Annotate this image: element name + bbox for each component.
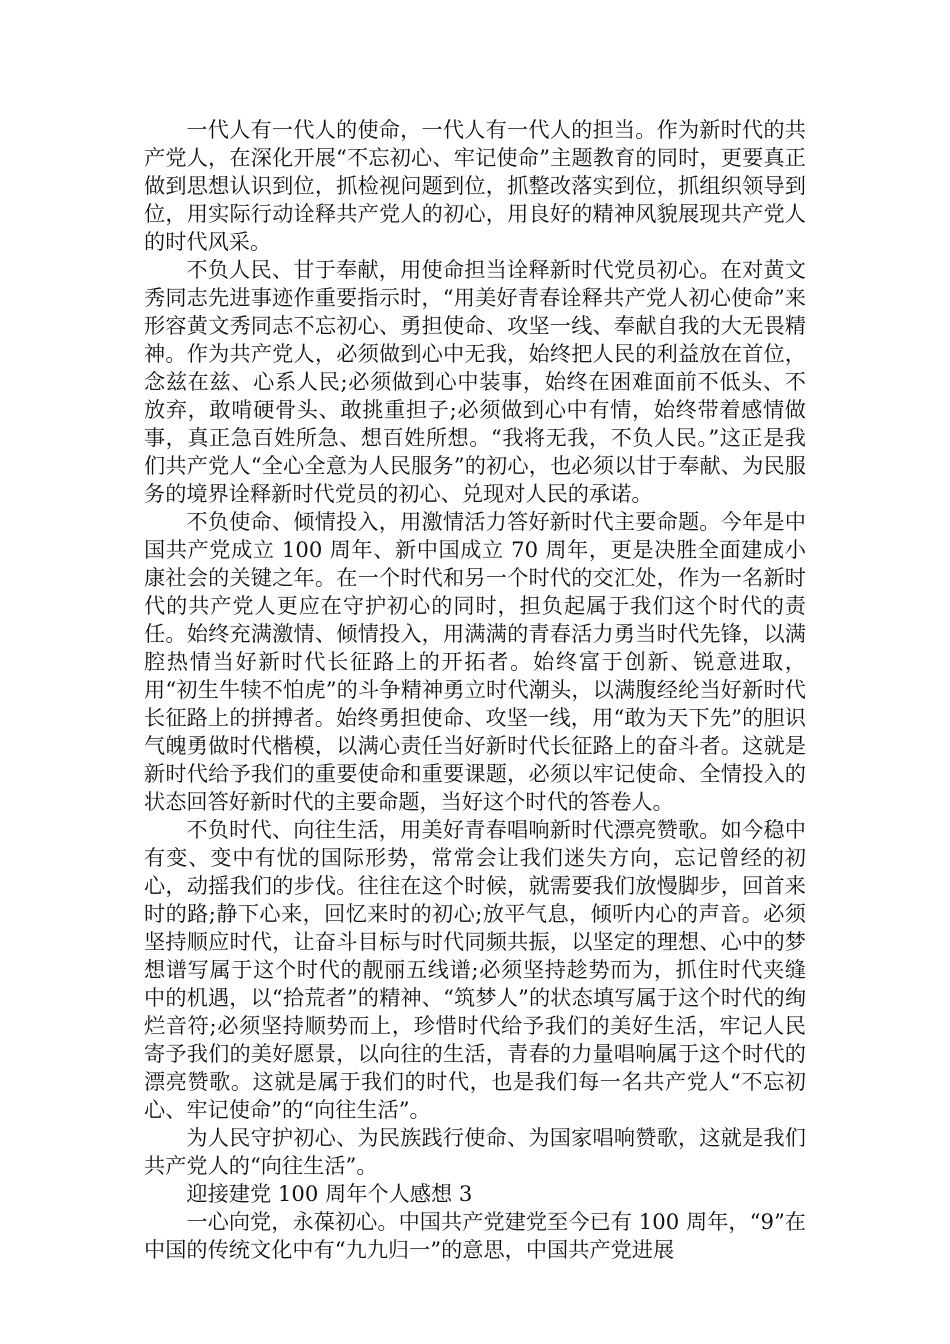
paragraph-intro: 一代人有一代人的使命，一代人有一代人的担当。作为新时代的共产党人，在深化开展“不忘初心、牢记使命”主题教育的同时，更要真正做到思想认识到位，抓检视问题到位，抓整改落实到位，抓组织领导到位，用实际行动诠释共产党人的初心，用良好的精神风貌展现共产党人的时代风采。 bbox=[144, 117, 806, 254]
document-page bbox=[144, 116, 806, 1264]
paragraph-mission: 不负使命、倾情投入，用激情活力答好新时代主要命题。今年是中国共产党成立 100 周年、新中国成立 70 周年，更是决胜全面建成小康社会的关键之年。在一个时代和另一个时代的交汇处，作为一名新时代的共产党人更应在守护初心的同时，担负起属于我们这个时代的责任。始终充满激情、倾情投入，用满满的青春活力勇当时代先锋，以满腔热情当好新时代长征路上的开拓者。始终富于创新、锐意进取，用“初生牛犊不怕虎”的斗争精神勇立时代潮头，以满腹经纶当好新时代长征路上的拼搏者。始终勇担使命、攻坚一线，用“敢为天下先”的胆识气魄勇做时代楷模，以满心责任当好新时代长征路上的奋斗者。这就是新时代给予我们的重要使命和重要课题，必须以牢记使命、全情投入的状态回答好新时代的主要命题，当好这个时代的答卷人。 bbox=[144, 509, 806, 814]
paragraph-closing: 一心向党，永葆初心。中国共产党建党至今已有 100 周年，“9”在中国的传统文化中有“九九归一”的意思，中国共产党进展 bbox=[144, 1209, 806, 1262]
paragraph-people: 不负人民、甘于奉献，用使命担当诠释新时代党员初心。在对黄文秀同志先进事迹作重要指示时，“用美好青春诠释共产党人初心使命”来形容黄文秀同志不忘初心、勇担使命、攻坚一线、奉献自我的大无畏精神。作为共产党人，必须做到心中无我，始终把人民的利益放在首位，念兹在兹、心系人民;必须做到心中装事，始终在困难面前不低头、不放弃，敢啃硬骨头、敢挑重担子;必须做到心中有情，始终带着感情做事，真正急百姓所急、想百姓所想。“我将无我，不负人民。”这正是我们共产党人“全心全意为人民服务”的初心，也必须以甘于奉献、为民服务的境界诠释新时代党员的初心、兑现对人民的承诺。 bbox=[144, 257, 806, 506]
section-heading: 迎接建党 100 周年个人感想 3 bbox=[186, 1181, 473, 1206]
paragraph-summary: 为人民守护初心、为民族践行使命、为国家唱响赞歌，这就是我们共产党人的“向往生活”。 bbox=[144, 1125, 806, 1178]
paragraph-era: 不负时代、向往生活，用美好青春唱响新时代漂亮赞歌。如今稳中有变、变中有忧的国际形势，常常会让我们迷失方向，忘记曾经的初心，动摇我们的步伐。往往在这个时候，就需要我们放慢脚步，回首来时的路;静下心来，回忆来时的初心;放平气息，倾听内心的声音。必须坚持顺应时代，让奋斗目标与时代同频共振，以坚定的理想、心中的梦想谱写属于这个时代的靓丽五线谱;必须坚持趁势而为，抓住时代夹缝中的机遇，以“拾荒者”的精神、“筑梦人”的状态填写属于这个时代的绚烂音符;必须坚持顺势而上，珍惜时代给予我们的美好生活，牢记人民寄予我们的美好愿景，以向往的生活，青春的力量唱响属于这个时代的漂亮赞歌。这就是属于我们的时代，也是我们每一名共产党人“不忘初心、牢记使命”的“向往生活”。 bbox=[144, 817, 806, 1122]
